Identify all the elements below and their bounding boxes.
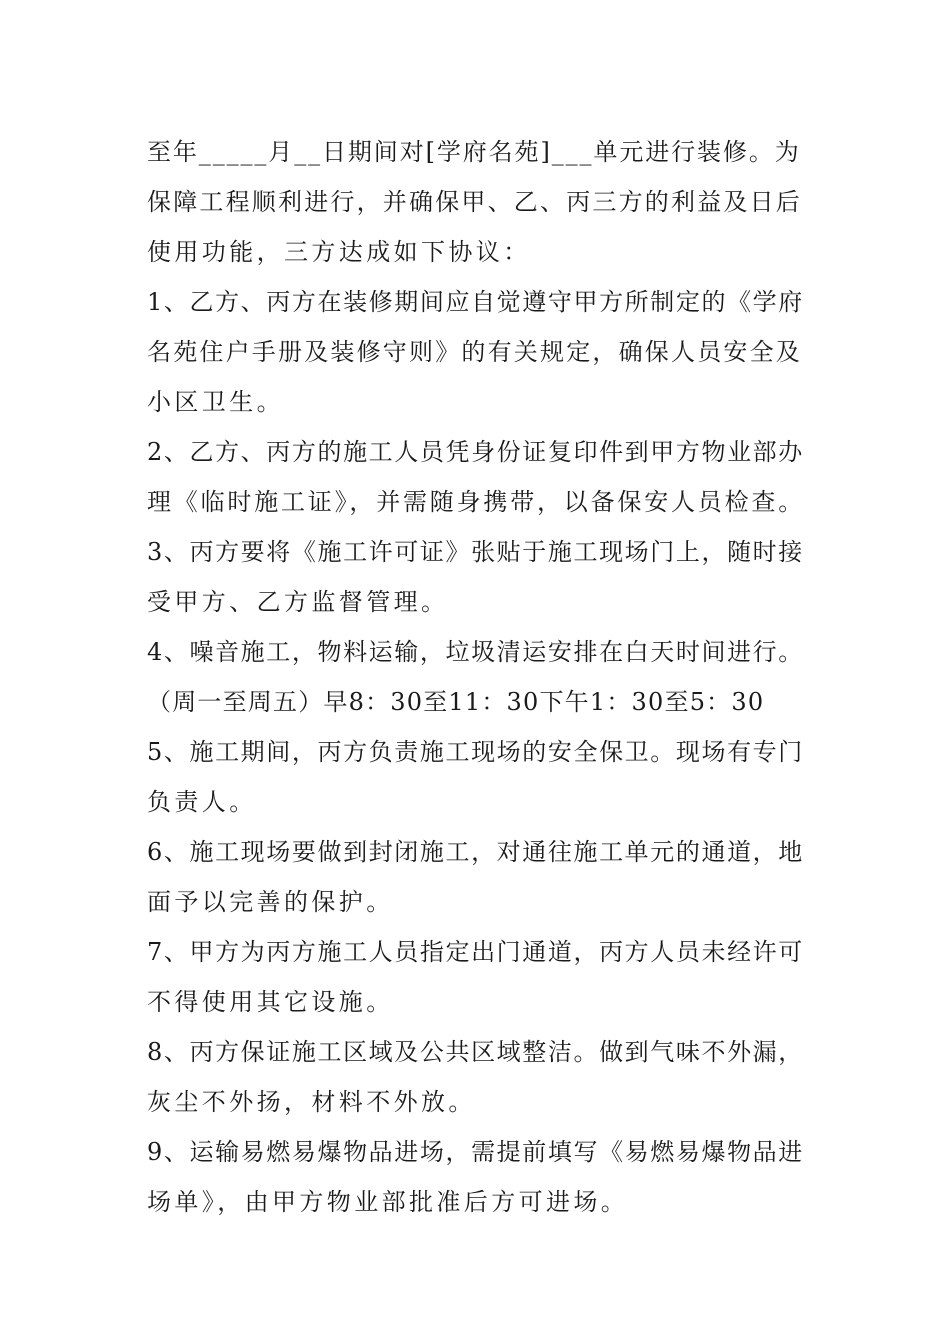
clause-5-line-1: 5、施工期间，丙方负责施工现场的安全保卫。现场有专门	[147, 738, 804, 766]
text-line-2: 保障工程顺利进行，并确保甲、乙、丙三方的利益及日后	[147, 188, 802, 216]
text-line-1: 至年_____月__日期间对[学府名苑]___单元进行装修。为	[147, 138, 801, 166]
clause-1-line-2: 名苑住户手册及装修守则》的有关规定，确保人员安全及	[147, 338, 802, 366]
clause-8-line-1: 8、丙方保证施工区域及公共区域整洁。做到气味不外漏，	[147, 1038, 804, 1066]
clause-6-line-2: 面予以完善的保护。	[147, 888, 394, 916]
text-line-3: 使用功能，三方达成如下协议：	[147, 238, 531, 266]
clause-1-line-3: 小区卫生。	[147, 388, 284, 416]
agreement-body	[147, 127, 807, 1227]
clause-5-line-2: 负责人。	[147, 788, 257, 816]
clause-3-line-1: 3、丙方要将《施工许可证》张贴于施工现场门上，随时接	[147, 538, 804, 566]
clause-6-line-1: 6、施工现场要做到封闭施工，对通往施工单元的通道，地	[147, 838, 804, 866]
clause-2-line-1: 2、乙方、丙方的施工人员凭身份证复印件到甲方物业部办	[147, 438, 804, 466]
clause-3-line-2: 受甲方、乙方监督管理。	[147, 588, 449, 616]
clause-8-line-2: 灰尘不外扬，材料不外放。	[147, 1088, 476, 1116]
clause-4-line-1: 4、噪音施工，物料运输，垃圾清运安排在白天时间进行。	[147, 638, 804, 666]
clause-2-line-2: 理《临时施工证》，并需随身携带，以备保安人员检查。	[147, 488, 805, 516]
clause-7-line-2: 不得使用其它设施。	[147, 988, 394, 1016]
clause-9-line-2: 场单》，由甲方物业部批准后方可进场。	[147, 1188, 629, 1216]
clause-4-schedule: （周一至周五）早8：30至11：30下午1：30至5：30	[147, 688, 765, 716]
clause-1-line-1: 1、乙方、丙方在装修期间应自觉遵守甲方所制定的《学府	[147, 288, 804, 316]
clause-9-line-1: 9、运输易燃易爆物品进场，需提前填写《易燃易爆物品进	[147, 1138, 804, 1166]
clause-7-line-1: 7、甲方为丙方施工人员指定出门通道，丙方人员未经许可	[147, 938, 804, 966]
